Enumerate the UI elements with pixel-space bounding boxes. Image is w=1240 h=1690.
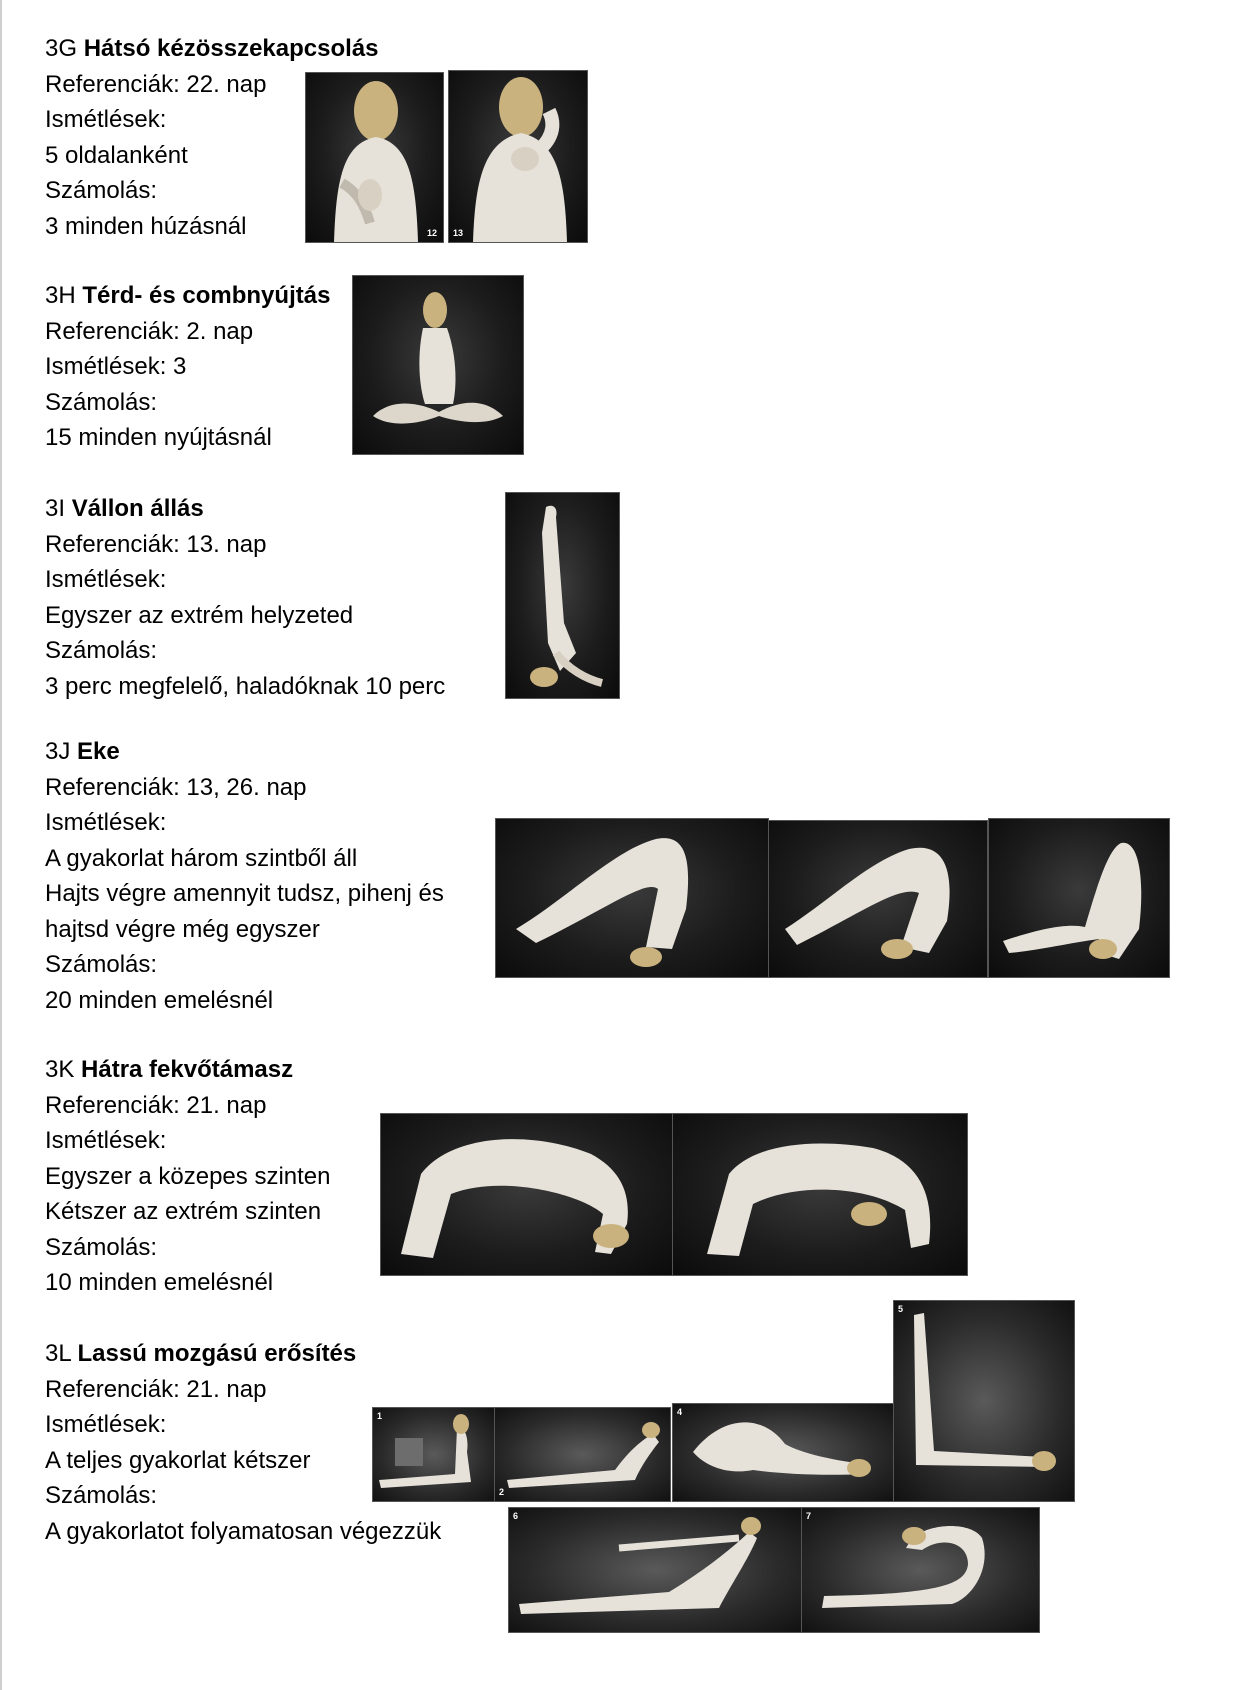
reference-line: Referenciák: 13, 26. nap xyxy=(45,773,307,801)
exercise-photo-3j-3 xyxy=(988,818,1170,978)
photo-number: 2 xyxy=(499,1487,505,1497)
exercise-name: Lassú mozgású erősítés xyxy=(77,1340,357,1367)
exercise-photo-3l-7 xyxy=(801,1507,1040,1633)
exercise-title xyxy=(45,734,444,770)
exercise-code: 3G xyxy=(45,35,78,62)
forward-fold-figure-icon xyxy=(802,1508,1039,1632)
counting-value: 3 minden húzásnál xyxy=(45,212,247,240)
legs-raised-figure-icon xyxy=(894,1301,1074,1501)
exercise-code: 3K xyxy=(45,1056,75,1083)
repetitions-label: Ismétlések: xyxy=(45,809,167,836)
exercise-title xyxy=(45,1052,330,1088)
counting-value: 3 perc megfelelő, haladóknak 10 perc xyxy=(45,672,446,700)
photo-number: 4 xyxy=(677,1407,683,1417)
repetitions-note-cont: hajtsd végre még egyszer xyxy=(45,915,320,943)
photo-number: 7 xyxy=(806,1511,812,1521)
exercise-title xyxy=(45,491,445,527)
repetitions-label: Ismétlések: xyxy=(45,106,167,133)
knees-bent-figure-icon xyxy=(673,1404,894,1501)
exercise-photo-3l-6 xyxy=(508,1507,803,1633)
exercise-name: Vállon állás xyxy=(71,495,204,522)
exercise-3k xyxy=(45,1052,330,1301)
exercise-name: Eke xyxy=(77,738,120,765)
reference-line: Referenciák: 2. nap xyxy=(45,317,254,345)
exercise-name: Térd- és combnyújtás xyxy=(82,282,331,309)
exercise-photo-3k-2 xyxy=(672,1113,968,1276)
plough-figure-icon xyxy=(769,821,987,977)
counting-label: Számolás: xyxy=(45,177,158,204)
repetitions-value: A teljes gyakorlat kétszer xyxy=(45,1446,311,1474)
repetitions-label: Ismétlések: xyxy=(45,1127,167,1154)
reference-line: Referenciák: 21. nap xyxy=(45,1375,267,1403)
exercise-code: 3J xyxy=(45,738,71,765)
exercise-photo-3l-1 xyxy=(372,1407,496,1502)
seated-figure-icon xyxy=(373,1408,495,1501)
photo-number: 6 xyxy=(513,1511,519,1521)
repetitions-line: Ismétlések: 3 xyxy=(45,353,187,380)
exercise-code: 3L xyxy=(45,1340,71,1367)
exercise-photo-3k-1 xyxy=(380,1113,673,1276)
counting-value: 20 minden emelésnél xyxy=(45,986,274,1014)
reference-line: Referenciák: 22. nap xyxy=(45,70,267,98)
plough-figure-icon xyxy=(989,819,1169,977)
exercise-photo-3g-12 xyxy=(305,72,444,243)
repetitions-extreme: Kétszer az extrém szinten xyxy=(45,1198,322,1225)
counting-label: Számolás: xyxy=(45,637,158,664)
exercise-3i xyxy=(45,491,445,704)
reference-line: Referenciák: 21. nap xyxy=(45,1091,267,1119)
counting-value: 10 minden emelésnél xyxy=(45,1269,274,1296)
exercise-photo-3l-5 xyxy=(893,1300,1075,1502)
backbend-figure-icon xyxy=(673,1114,967,1275)
exercise-photo-3g-13 xyxy=(448,70,588,243)
exercise-3j xyxy=(45,734,444,1018)
repetitions-value: A gyakorlat három szintből áll xyxy=(45,844,358,872)
counting-label: Számolás: xyxy=(45,951,158,978)
seated-stretch-figure-icon xyxy=(353,276,523,454)
exercise-name: Hátra fekvőtámasz xyxy=(81,1056,294,1083)
counting-value: 15 minden nyújtásnál xyxy=(45,424,272,451)
exercise-title xyxy=(45,31,379,67)
exercise-code: 3I xyxy=(45,495,66,522)
counting-value: A gyakorlatot folyamatosan végezzük xyxy=(45,1517,442,1545)
repetitions-label: Ismétlések: xyxy=(45,1411,167,1438)
backbend-figure-icon xyxy=(381,1114,672,1275)
back-hand-clasp-figure-icon xyxy=(306,73,443,242)
photo-number: 5 xyxy=(898,1304,904,1314)
counting-label: Számolás: xyxy=(45,388,158,416)
repetitions-medium: Egyszer a közepes szinten xyxy=(45,1162,331,1190)
repetitions-value: 5 oldalanként xyxy=(45,141,188,169)
repetitions-note: Hajts végre amennyit tudsz, pihenj és xyxy=(45,880,444,907)
photo-number: 13 xyxy=(453,228,464,238)
counting-label: Számolás: xyxy=(45,1482,158,1509)
back-hand-clasp-figure-icon xyxy=(449,71,587,242)
exercise-title xyxy=(45,1336,441,1372)
exercise-photo-3h xyxy=(352,275,524,455)
exercise-photo-3j-2 xyxy=(768,820,988,978)
exercise-name: Hátsó kézösszekapcsolás xyxy=(83,35,379,62)
arms-forward-figure-icon xyxy=(509,1508,802,1632)
photo-number: 12 xyxy=(426,228,437,238)
plough-figure-icon xyxy=(496,819,768,977)
exercise-photo-3l-4 xyxy=(672,1403,895,1502)
shoulder-stand-figure-icon xyxy=(506,493,619,698)
reference-line: Referenciák: 13. nap xyxy=(45,530,267,558)
lying-lift-figure-icon xyxy=(495,1408,670,1501)
exercise-3h xyxy=(45,278,330,456)
exercise-photo-3j-1 xyxy=(495,818,769,978)
exercise-title xyxy=(45,278,330,314)
exercise-photo-3i xyxy=(505,492,620,699)
exercise-photo-3l-2 xyxy=(494,1407,671,1502)
page-left-border xyxy=(0,0,2,1690)
repetitions-value: Egyszer az extrém helyzeted xyxy=(45,601,354,629)
exercise-code: 3H xyxy=(45,282,76,309)
counting-label: Számolás: xyxy=(45,1233,158,1261)
photo-number: 1 xyxy=(377,1411,383,1421)
repetitions-label: Ismétlések: xyxy=(45,566,167,593)
